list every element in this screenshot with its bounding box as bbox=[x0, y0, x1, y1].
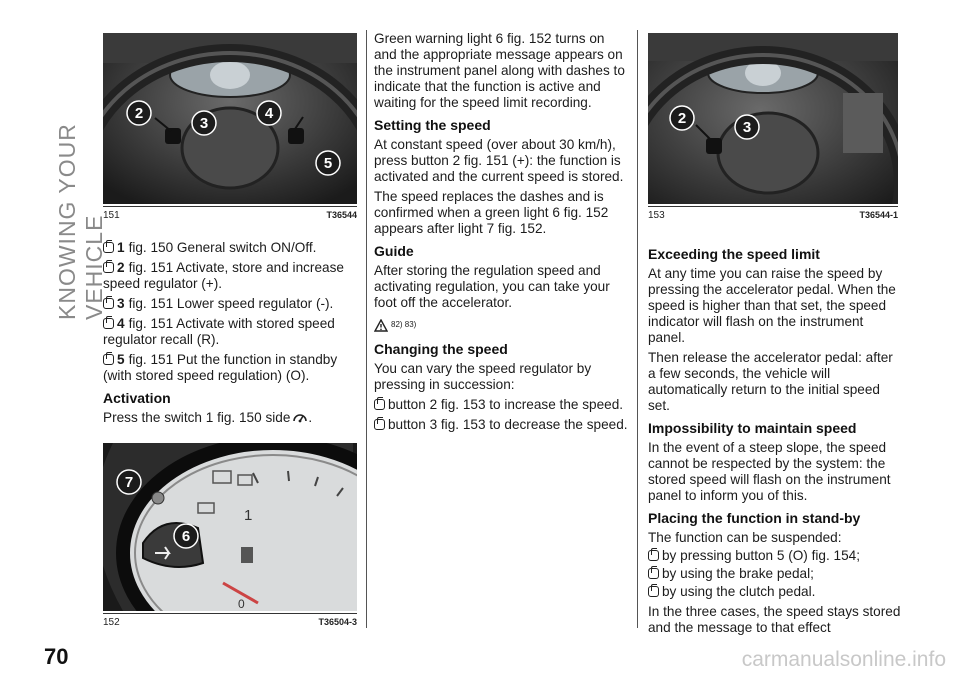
activation-paragraph: Press the switch 1 fig. 150 side . bbox=[103, 410, 313, 425]
figure-153-code: T36544-1 bbox=[859, 210, 898, 220]
list-item: 3 fig. 151 Lower speed regulator (-). bbox=[103, 296, 359, 312]
svg-text:6: 6 bbox=[181, 528, 191, 545]
bullet-icon bbox=[103, 354, 114, 365]
bullet-icon bbox=[648, 568, 659, 579]
bullet-icon bbox=[648, 550, 659, 561]
figure-151-number: 151 bbox=[103, 210, 120, 221]
figure-152 bbox=[103, 443, 357, 633]
setting-paragraph-1: At constant speed (over about 30 km/h), press button 2 fig. 151 (+): the function is activated and the current speed is stored. bbox=[374, 137, 624, 184]
list-item: by using the brake pedal; bbox=[648, 566, 904, 582]
callout-7-icon bbox=[116, 469, 142, 495]
figure-152-number: 152 bbox=[103, 617, 120, 628]
list-item: 1 fig. 150 General switch ON/Off. bbox=[103, 240, 359, 256]
list-item: button 3 fig. 153 to decrease the speed. bbox=[374, 417, 630, 433]
exceeding-paragraph-2: Then release the accelerator pedal: after a few seconds, the vehicle will automatically return to the initial speed set. bbox=[648, 350, 893, 413]
list-item: 4 fig. 151 Activate with stored speed regulator recall (R). bbox=[103, 316, 335, 347]
warning-reference: 82) 83) bbox=[374, 317, 630, 333]
svg-text:7: 7 bbox=[124, 474, 134, 491]
heading-exceeding-speed: Exceeding the speed limit bbox=[648, 246, 820, 262]
callout-3-icon bbox=[191, 110, 217, 136]
svg-text:5: 5 bbox=[323, 155, 333, 172]
standby-paragraph: The function can be suspended: bbox=[648, 530, 842, 545]
bullet-icon bbox=[103, 298, 114, 309]
svg-text:4: 4 bbox=[264, 105, 274, 122]
svg-text:3: 3 bbox=[742, 119, 752, 136]
bullet-icon bbox=[103, 318, 114, 329]
callout-6-icon bbox=[173, 523, 199, 549]
callout-5-icon bbox=[315, 150, 341, 176]
list-item: 2 fig. 151 Activate, store and increase speed regulator (+). bbox=[103, 260, 344, 291]
figure-153 bbox=[648, 33, 898, 223]
exceeding-paragraph-1: At any time you can raise the speed by pressing the accelerator pedal. When the speed is higher than that set, the speed indicator will flash on the instrument panel. bbox=[648, 266, 896, 345]
bullet-icon bbox=[648, 586, 659, 597]
callout-2-icon bbox=[669, 105, 695, 131]
bullet-icon bbox=[103, 242, 114, 253]
figure-151-code: T36544 bbox=[326, 210, 357, 220]
column-2-text bbox=[374, 31, 630, 437]
column-3-text bbox=[648, 240, 904, 640]
svg-text:0: 0 bbox=[238, 597, 245, 611]
figure-152-code: T36504-3 bbox=[318, 617, 357, 627]
speed-regulator-icon bbox=[292, 411, 308, 425]
intro-paragraph: Green warning light 6 fig. 152 turns on and the appropriate message appears on the instrument panel along with dashes to indicate that the function is active and waiting for the speed limit recording. bbox=[374, 31, 625, 110]
list-item: by pressing button 5 (O) fig. 154; bbox=[648, 548, 904, 564]
list-item: 5 fig. 151 Put the function in standby (with stored speed regulation) (O). bbox=[103, 352, 338, 383]
svg-text:1: 1 bbox=[244, 507, 253, 524]
callout-2-icon bbox=[126, 100, 152, 126]
heading-guide: Guide bbox=[374, 243, 414, 259]
setting-paragraph-2: The speed replaces the dashes and is confirmed when a green light 6 fig. 152 appears after light 7 fig. 152. bbox=[374, 189, 609, 236]
callout-4-icon bbox=[256, 100, 282, 126]
guide-paragraph: After storing the regulation speed and activating regulation, you can take your foot off the accelerator. bbox=[374, 263, 610, 310]
callout-3-icon bbox=[734, 114, 760, 140]
watermark: carmanualsonline.info bbox=[741, 648, 946, 671]
svg-text:2: 2 bbox=[677, 110, 687, 127]
svg-text:2: 2 bbox=[134, 105, 144, 122]
heading-changing-speed: Changing the speed bbox=[374, 341, 508, 357]
column-1-text bbox=[103, 240, 359, 430]
list-item: by using the clutch pedal. bbox=[648, 584, 904, 600]
warning-triangle-icon bbox=[374, 319, 388, 332]
bullet-icon bbox=[374, 419, 385, 430]
heading-setting-speed: Setting the speed bbox=[374, 117, 491, 133]
section-side-title: KNOWING YOUR VEHICLE bbox=[54, 123, 107, 320]
changing-paragraph: You can vary the speed regulator by pressing in succession: bbox=[374, 361, 592, 392]
final-paragraph: In the three cases, the speed stays stored and the message to that effect bbox=[648, 604, 901, 635]
bullet-icon bbox=[374, 399, 385, 410]
column-divider-1 bbox=[366, 30, 367, 628]
page-number: 70 bbox=[44, 644, 69, 669]
svg-text:3: 3 bbox=[199, 115, 209, 132]
heading-standby: Placing the function in stand-by bbox=[648, 510, 861, 526]
figure-151 bbox=[103, 33, 357, 223]
heading-activation: Activation bbox=[103, 390, 171, 406]
impossibility-paragraph: In the event of a steep slope, the speed cannot be respected by the system: the stored speed will flash on the instrument panel to inform you of this. bbox=[648, 440, 891, 503]
bullet-icon bbox=[103, 262, 114, 273]
figure-153-number: 153 bbox=[648, 210, 665, 221]
heading-impossibility: Impossibility to maintain speed bbox=[648, 420, 857, 436]
list-item: button 2 fig. 153 to increase the speed. bbox=[374, 397, 630, 413]
column-divider-2 bbox=[637, 30, 638, 628]
